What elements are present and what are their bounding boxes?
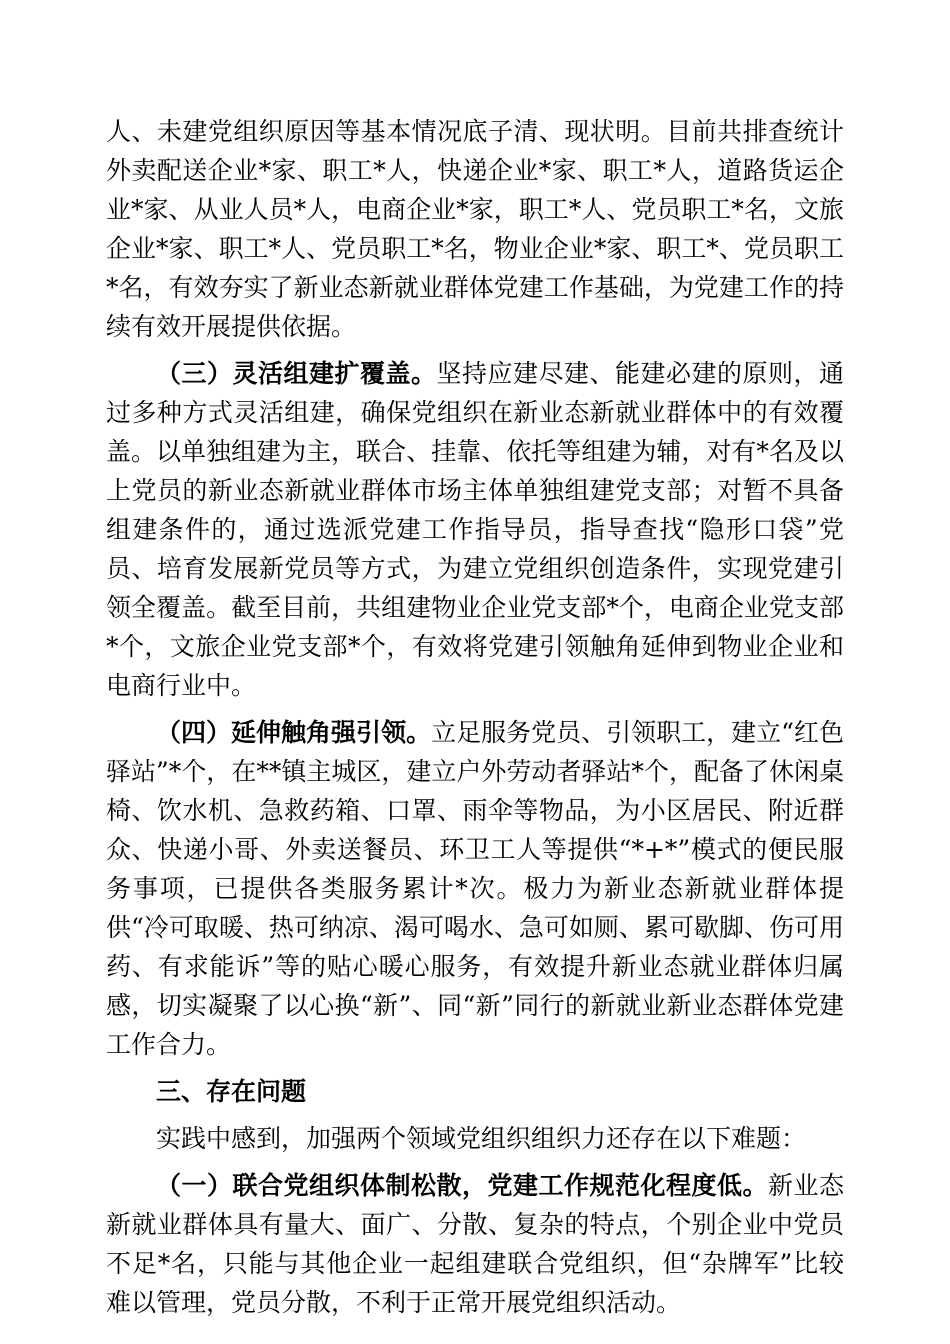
paragraph-heading: （一）联合党组织体制松散，党建工作规范化程度低。: [156, 1171, 768, 1200]
paragraph-body: 新业态新就业群体具有量大、面广、分散、复杂的特点，个别企业中党员不足*名，只能与其他企业一起组建联合党组织，但“杂牌军”比较难以管理，党员分散，不利于正常开展党组织活动。: [106, 1171, 844, 1317]
paragraph-heading: （四）延伸触角强引领。: [156, 718, 432, 747]
paragraph-loose-joint-organization: [106, 1166, 844, 1322]
paragraph-investigation-summary: 人、未建党组织原因等基本情况底子清、现状明。目前共排查统计外卖配送企业*家、职工*人，快递企业*家、职工*人，道路货运企业*家、从业人员*人，电商企业*家，职工*人、党员职工*名，文旅企业*家、职工*人、党员职工*名，物业企业*家、职工*、党员职工*名，有效夯实了新业态新就业群体党建工作基础，为党建工作的持续有效开展提供依据。: [106, 117, 844, 341]
paragraph-heading: （三）灵活组建扩覆盖。: [156, 359, 437, 388]
paragraph-extend-reach: [106, 713, 844, 1064]
paragraph-problems-intro: 实践中感到，加强两个领域党组织组织力还存在以下难题：: [156, 1124, 807, 1153]
paragraph-body: 立足服务党员、引领职工，建立“红色驿站”*个，在**镇主城区，建立户外劳动者驿站*个，配备了休闲桌椅、饮水机、急救药箱、口罩、雨伞等物品，为小区居民、附近群众、快递小哥、外卖送餐员、环卫工人等提供“*+*”模式的便民服务事项，已提供各类服务累计*次。极力为新业态新就业群体提供“冷可取暖、热可纳凉、渴可喝水、急可如厕、累可歇脚、伤可用药、有求能诉”等的贴心暖心服务，有效提升新业态就业群体归属感，切实凝聚了以心换“新”、同“新”同行的新就业新业态群体党建工作合力。: [106, 718, 844, 1059]
paragraph-flexible-organization: [106, 354, 844, 705]
section-title: 三、存在问题: [156, 1077, 307, 1106]
document-page: [106, 112, 844, 1330]
paragraph-body: 坚持应建尽建、能建必建的原则，通过多种方式灵活组建，确保党组织在新业态新就业群体中的有效覆盖。以单独组建为主，联合、挂靠、依托等组建为辅，对有*名及以上党员的新业态新就业群体市场主体单独组建党支部；对暂不具备组建条件的，通过选派党建工作指导员，指导查找“隐形口袋”党员、培育发展新党员等方式，为建立党组织创造条件，实现党建引领全覆盖。截至目前，共组建物业企业党支部*个，电商企业党支部*个，文旅企业党支部*个，有效将党建引领触角延伸到物业企业和电商行业中。: [106, 359, 844, 700]
